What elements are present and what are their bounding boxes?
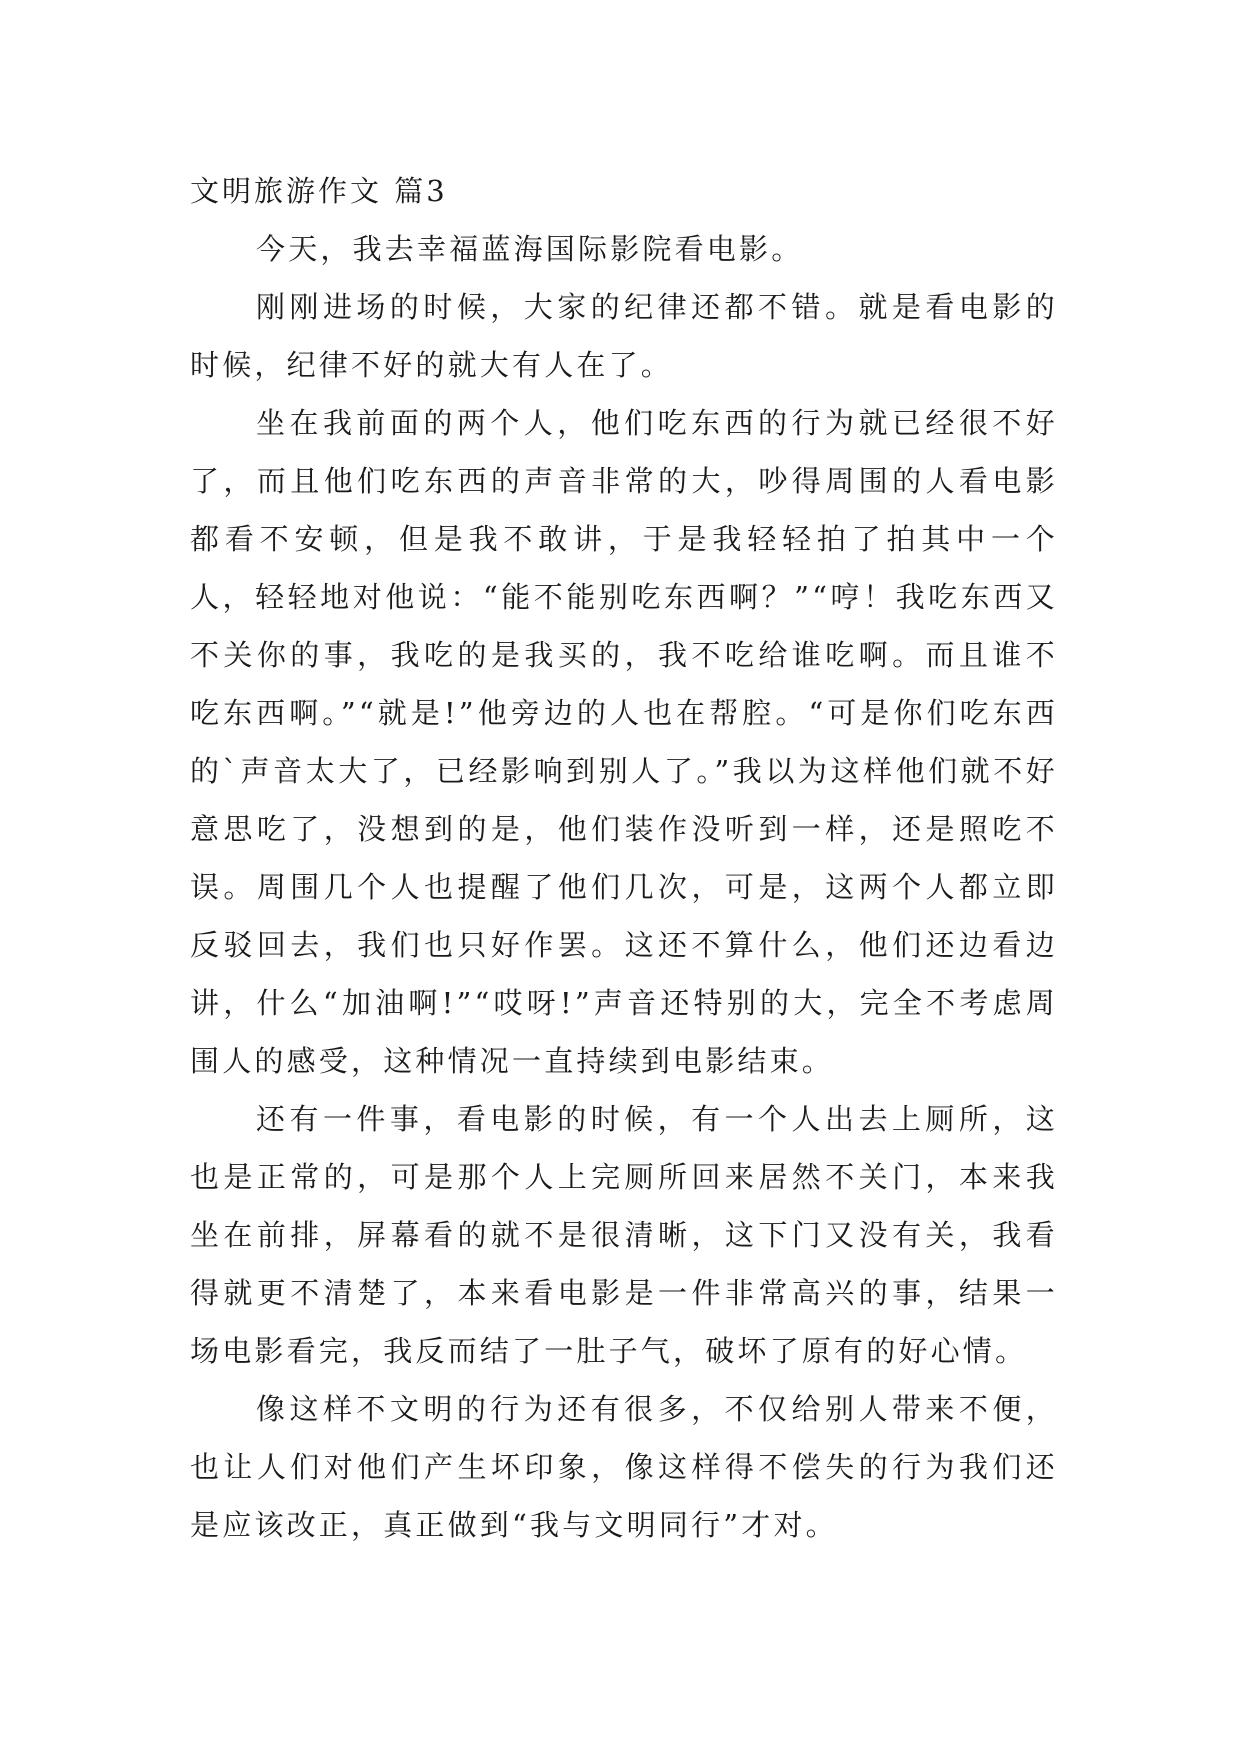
paragraph: 刚刚进场的时候，大家的纪律还都不错。就是看电影的时候，纪律不好的就大有人在了。 <box>190 290 1058 382</box>
document-title: 文明旅游作文 篇3 <box>190 174 448 208</box>
paragraph: 今天，我去幸福蓝海国际影院看电影。 <box>256 232 804 266</box>
paragraph: 还有一件事，看电影的时候，有一个人出去上厕所，这也是正常的，可是那个人上完厕所回来居然不关门，本来我坐在前排，屏幕看的就不是很清晰，这下门又没有关，我看得就更不清楚了，本来看电影是一件非常高兴的事，结果一场电影看完，我反而结了一肚子气，破坏了原有的好心情。 <box>190 1102 1058 1368</box>
paragraph: 坐在我前面的两个人，他们吃东西的行为就已经很不好了，而且他们吃东西的声音非常的大，吵得周围的人看电影都看不安顿，但是我不敢讲，于是我轻轻拍了拍其中一个人，轻轻地对他说：“能不能别吃东西啊？”“哼！我吃东西又不关你的事，我吃的是我买的，我不吃给谁吃啊。而且谁不吃东西啊。”“就是!”他旁边的人也在帮腔。“可是你们吃东西的`声音太大了，已经影响到别人了。”我以为这样他们就不好意思吃了，没想到的是，他们装作没听到一样，还是照吃不误。周围几个人也提醒了他们几次，可是，这两个人都立即反驳回去，我们也只好作罢。这还不算什么，他们还边看边讲，什么“加油啊!”“哎呀!”声音还特别的大，完全不考虑周围人的感受，这种情况一直持续到电影结束。 <box>190 406 1058 1078</box>
paragraph: 像这样不文明的行为还有很多，不仅给别人带来不便，也让人们对他们产生坏印象，像这样得不偿失的行为我们还是应该改正，真正做到“我与文明同行”才对。 <box>190 1392 1058 1542</box>
document-body <box>190 162 1058 1554</box>
